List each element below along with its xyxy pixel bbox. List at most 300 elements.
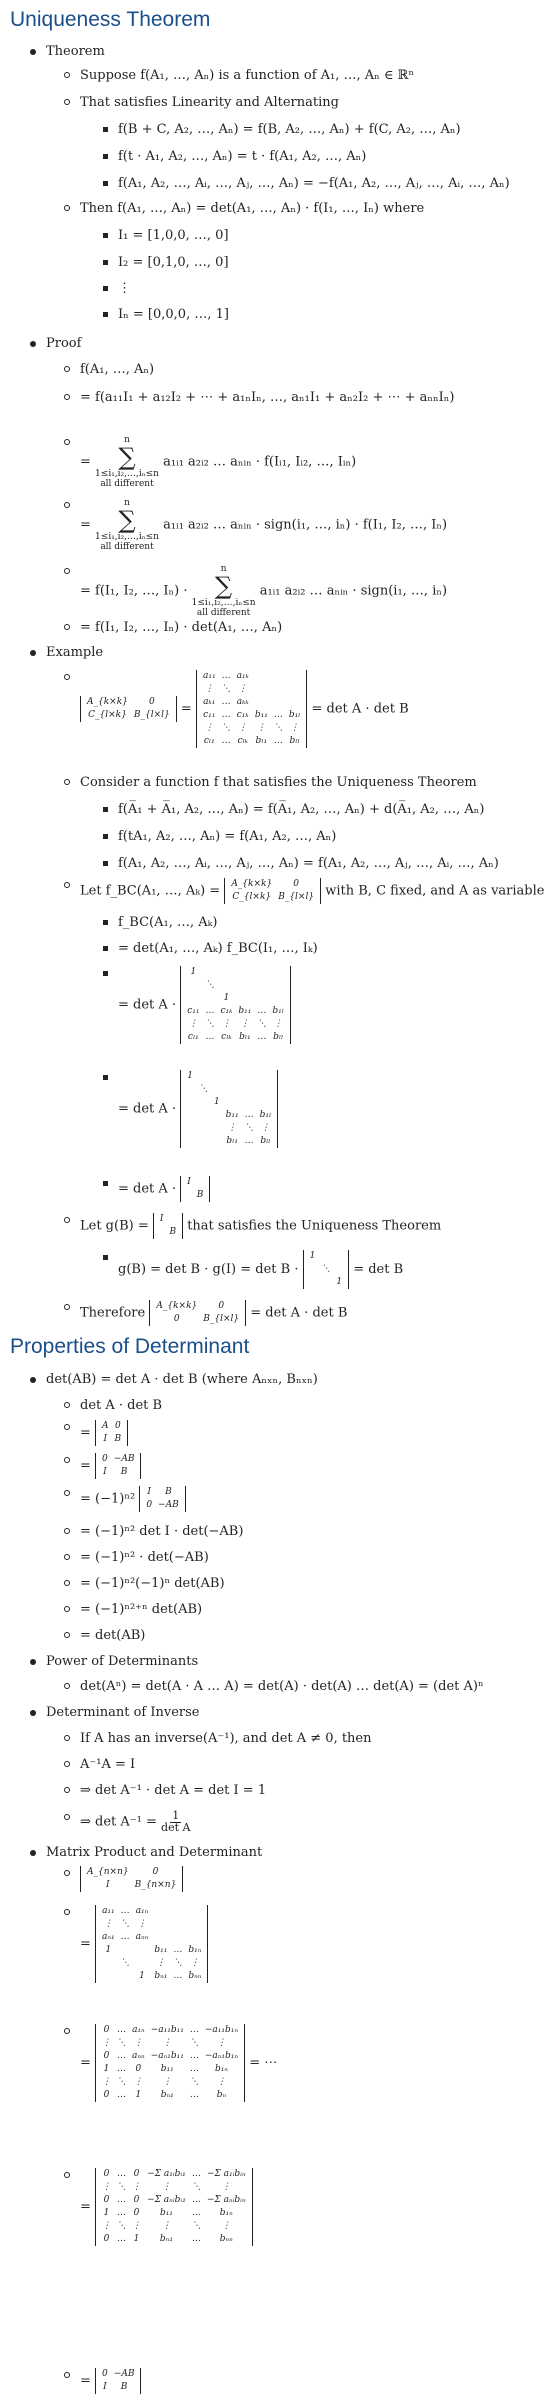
matrix-cell (223, 1096, 242, 1109)
matrix-cell: −AB (158, 1500, 179, 1510)
bullet-power: Power of Determinants (46, 1654, 199, 1669)
matrix-cell: ⋮ (238, 684, 248, 694)
matrix-cell: 0 (102, 1454, 108, 1464)
detab-step-3: = 0 −AB I B (80, 1453, 141, 1479)
matrix-cell: aₙₙ (135, 1932, 149, 1942)
matrix-cell: A_{k×k} (156, 1301, 198, 1311)
matrix-table (307, 1250, 345, 1289)
matrix-a-identity-b (95, 1905, 208, 1983)
matrix-cell (286, 696, 304, 709)
matrix-cell: A (102, 1421, 109, 1431)
example-block-determinant: A_{k×k} 0 C_{l×k} B_{l×l} = a₁₁ … a₁ₖ ⋮ ⋱ ⋮ aₖ₁ … aₖₖ c₁₁ … c₁ₖ b₁₁ … b₁ₗ ⋮ ⋱ ⋮ ⋮ ⋱ ⋮ cₗ₁ … cₗₖ bₗ₁ … bₗₗ = det A · det B (80, 670, 409, 748)
matrix-cell (271, 683, 286, 696)
matrix-cell: 1 (223, 993, 230, 1003)
matrix-cell: I (147, 1487, 151, 1497)
example-let-g: Let g(B) = I B that satisfies the Uniqueness Theorem (80, 1214, 442, 1237)
matrix-cell: … (221, 697, 231, 707)
matrix-i-b (180, 1176, 210, 1202)
matrix-row (184, 979, 287, 992)
matrix-cell (196, 1135, 211, 1148)
matrix-block (224, 878, 321, 904)
matrix-cell (333, 1263, 345, 1276)
matrix-i-b-0-ab (139, 1486, 185, 1512)
matrix-cell: ⋱ (257, 1019, 267, 1029)
g-step: g(B) = det B · g(I) = det B · 1 ⋱ 1 = det B (118, 1251, 404, 1287)
detab-step-5: = (−1)ⁿ² det I · det(−AB) (80, 1524, 244, 1539)
matrix-identity (303, 1250, 349, 1289)
matrix-cell: 1 (213, 1097, 220, 1107)
matrix-row (200, 683, 303, 696)
matrix-cell (252, 696, 271, 709)
matrix-cell (286, 683, 304, 696)
matrix-cell: … (191, 2234, 201, 2244)
matrix-cell: 0 (173, 1314, 180, 1324)
theorem-suppose: Suppose f(A₁, …, Aₙ) is a function of A₁, …, Aₙ ∈ ℝⁿ (80, 68, 415, 83)
matrix-cell: 1 (336, 1277, 343, 1287)
matrix-row (184, 1122, 274, 1135)
matrix-cell: B_{l×l} (203, 1314, 240, 1324)
matrix-cell (118, 1970, 133, 1983)
matrix-cell: ⋱ (191, 2182, 201, 2192)
matrix-cell: … (117, 2090, 127, 2100)
matrix-cell: … (191, 2169, 201, 2179)
matrix-cell: cₗ₁ (187, 1032, 199, 1042)
matrix-cell: 0 (133, 2195, 140, 2205)
matrix-cell: ⋮ (190, 1958, 200, 1968)
matrix-cell: ⋮ (238, 723, 248, 733)
matrix-cell: ⋮ (102, 2077, 112, 2087)
matrix-cell: ⋱ (198, 1084, 208, 1094)
matrix-cell: ⋱ (205, 1019, 215, 1029)
matrix-cell: B (169, 1227, 177, 1237)
matrix-row (153, 1313, 242, 1326)
matrix-table (99, 1420, 124, 1446)
mpd-step-2: = a₁₁ … a₁ₙ ⋮ ⋱ ⋮ aₙ₁ … aₙₙ 1 b₁₁ … b₁ₙ ⋱ ⋮ ⋱ ⋮ 1 bₙ₁ … bₙₙ (80, 1905, 208, 1983)
matrix-cell: ⋮ (102, 2221, 112, 2231)
matrix-cell: b₁₁ (160, 2064, 174, 2074)
fbc-step-3: = det A · 1 ⋱ 1 c₁₁ … c₁ₖ b₁₁ … b₁ₗ ⋮ ⋱ ⋮ ⋮ ⋱ ⋮ cₗ₁ … cₗₖ bₗ₁ … bₗₗ (118, 966, 291, 1044)
matrix-row (99, 2381, 137, 2394)
matrix-cell: … (273, 736, 283, 746)
matrix-cell: … (189, 2064, 199, 2074)
matrix-cell (184, 1109, 196, 1122)
matrix-cell: 0 (103, 2051, 110, 2061)
matrix-cell: bₙ₁ (159, 2234, 173, 2244)
matrix-cell: … (173, 1971, 183, 1981)
matrix-cell: … (189, 2051, 199, 2061)
matrix-row (157, 1213, 179, 1226)
matrix-i-b (153, 1213, 183, 1239)
bullet-proof: Proof (46, 336, 82, 351)
matrix-cell (217, 979, 235, 992)
matrix-cell (242, 1083, 257, 1096)
heading-properties-of-determinant: Properties of Determinant (10, 1335, 250, 1358)
matrix-row (99, 2063, 241, 2076)
matrix-cell: ⋮ (221, 2182, 231, 2192)
matrix-row (84, 709, 173, 722)
matrix-cell: 1 (103, 2064, 110, 2074)
matrix-cell (318, 1250, 333, 1263)
matrix-cell: B (120, 2382, 128, 2392)
matrix-cell (307, 1263, 319, 1276)
matrix-cell: ⋮ (260, 1123, 270, 1133)
matrix-cell: ⋮ (161, 2221, 171, 2231)
inverse-step-2: A⁻¹A = I (80, 1757, 136, 1772)
matrix-cell (223, 1083, 242, 1096)
matrix-cell: 0 (148, 697, 155, 707)
matrix-cell: b₁₁ (154, 1945, 168, 1955)
matrix-row (307, 1276, 345, 1289)
matrix-cell: B (114, 1434, 122, 1444)
matrix-cell (202, 992, 217, 1005)
matrix-cell (254, 979, 269, 992)
matrix-cell: a₁₁ (202, 671, 216, 681)
matrix-cell: … (244, 1110, 254, 1120)
matrix-row (99, 2050, 241, 2063)
matrix-cell: −Σ aₙᵢbᵢ₁ (147, 2195, 186, 2205)
matrix-row (200, 709, 303, 722)
matrix-cell: bₗₗ (273, 1032, 284, 1042)
matrix-identity-b (180, 1070, 278, 1148)
matrix-row (99, 1466, 137, 1479)
example-therefore: Therefore A_{k×k} 0 0 B_{l×l} = det A · det B (80, 1301, 348, 1324)
matrix-cell (257, 1083, 275, 1096)
matrix-row (184, 1176, 206, 1189)
matrix-cell (211, 1122, 223, 1135)
matrix-cell (133, 1944, 152, 1957)
matrix-cell: A_{k×k} (231, 879, 273, 889)
matrix-cell: bₗ₁ (226, 1136, 238, 1146)
matrix-cell: I (103, 1467, 107, 1477)
heading-uniqueness-theorem: Uniqueness Theorem (10, 8, 211, 31)
matrix-cell: … (191, 2195, 201, 2205)
matrix-cell (185, 1905, 204, 1918)
matrix-cell (196, 1070, 211, 1083)
matrix-row (200, 696, 303, 709)
linearity-additive: f(B + C, A₂, …, Aₙ) = f(B, A₂, …, Aₙ) + f(C, A₂, …, Aₙ) (118, 122, 461, 137)
matrix-cell: ⋮ (204, 684, 214, 694)
matrix-row (99, 2181, 249, 2194)
matrix-cell: … (221, 710, 231, 720)
matrix-row (99, 1905, 204, 1918)
matrix-identity-c-b (180, 966, 291, 1044)
matrix-cell: I (106, 1880, 110, 1890)
matrix-cell: A_{n×n} (87, 1867, 129, 1877)
matrix-cell: B_{n×n} (134, 1880, 177, 1890)
matrix-cell: b₁₁ (225, 1110, 239, 1120)
matrix-cell (217, 966, 235, 979)
matrix-table (200, 670, 303, 748)
matrix-cell (211, 1070, 223, 1083)
matrix-cell: I (159, 1214, 164, 1224)
matrix-cell: ⋮ (221, 1019, 231, 1029)
matrix-cell: −Σ aₙᵢbᵢₙ (206, 2195, 246, 2205)
matrix-cell (151, 1931, 170, 1944)
matrix-block (80, 696, 177, 722)
matrix-cell (242, 1096, 257, 1109)
matrix-cell: ⋮ (132, 2182, 142, 2192)
matrix-cell (269, 979, 287, 992)
matrix-row (228, 891, 317, 904)
matrix-cell: bₙ₁ (154, 1971, 168, 1981)
example-consider: Consider a function f that satisfies the Uniqueness Theorem (80, 775, 477, 790)
matrix-cell: 1 (187, 1071, 193, 1081)
matrix-cell (170, 1918, 185, 1931)
matrix-cell: −Σ a₁ᵢbᵢ₁ (147, 2169, 186, 2179)
matrix-cell: 0 (102, 2369, 108, 2379)
matrix-cell: ⋮ (204, 723, 214, 733)
fbc-step-5: = det A · I B (118, 1176, 210, 1202)
mpd-step-5: = 0 −AB I B (80, 2368, 141, 2394)
matrix-cell (223, 1070, 242, 1083)
matrix-cell: B (196, 1190, 204, 1200)
matrix-cell: I (103, 1434, 108, 1444)
matrix-cell: … (120, 1932, 130, 1942)
matrix-table (99, 1905, 204, 1983)
bullet-det-ab: det(AB) = det A · det B (where Aₙₓₙ, Bₙₓₙ) (46, 1372, 318, 1387)
matrix-cell (252, 683, 271, 696)
detab-step-6: = (−1)ⁿ² · det(−AB) (80, 1550, 209, 1565)
matrix-cell: ⋮ (102, 2182, 112, 2192)
matrix-row (184, 1189, 206, 1202)
matrix-cell (99, 1970, 118, 1983)
matrix-cell: … (189, 2090, 199, 2100)
detab-step-1: det A · det B (80, 1398, 163, 1413)
matrix-cell (307, 1276, 319, 1289)
matrix-cell: ⋱ (117, 2221, 127, 2231)
matrix-cell: … (117, 2208, 127, 2218)
matrix-cell: cₗₖ (221, 1032, 232, 1042)
matrix-cell: 0 (103, 2234, 110, 2244)
matrix-row (99, 2368, 137, 2381)
matrix-a-0-i-b (95, 1420, 128, 1446)
matrix-table (153, 1300, 242, 1326)
matrix-cell: −AB (113, 2369, 135, 2379)
matrix-cell: ⋮ (221, 2221, 231, 2231)
matrix-cell (235, 979, 254, 992)
matrix-block-diagonal (149, 1300, 246, 1326)
detab-step-4: = (−1)ⁿ² I B 0 −AB (80, 1486, 186, 1512)
matrix-cell: A_{k×k} (87, 697, 128, 707)
matrix-cell: B (165, 1487, 172, 1497)
matrix-cell: bₗ₁ (255, 736, 268, 746)
matrix-table (184, 966, 287, 1044)
matrix-row (184, 1135, 274, 1148)
fraction: $\frac{1}{\text{det A}}$ (161, 1809, 191, 1834)
proof-step-3: = n ∑ 1≤i₁,i₂,…,iₙ≤n all different a₁ᵢ₁ a₂ᵢ₂ … aₙᵢₙ · f(Iᵢ₁, Iᵢ₂, …, Iᵢₙ) (80, 435, 357, 489)
matrix-cell: … (273, 710, 283, 720)
matrix-row (99, 1931, 204, 1944)
matrix-expanded (196, 670, 307, 748)
matrix-cell: ⋱ (221, 723, 231, 733)
matrix-cell (185, 1918, 204, 1931)
matrix-cell: 0 (103, 2025, 110, 2035)
matrix-row (200, 735, 303, 748)
matrix-cell: bₙₙ (219, 2234, 233, 2244)
matrix-cell: … (244, 1136, 254, 1146)
matrix-cell (196, 1122, 211, 1135)
matrix-cell: 1 (309, 1251, 316, 1261)
matrix-cell: a₁₁ (102, 1906, 115, 1916)
matrix-cell: ⋱ (189, 2077, 199, 2087)
matrix-cell (252, 670, 271, 683)
matrix-row (99, 2220, 249, 2233)
proof-step-5: = f(I₁, I₂, …, Iₙ) · n ∑ 1≤i₁,i₂,…,iₙ≤n all different a₁ᵢ₁ a₂ᵢ₂ … aₙᵢₙ · sign(i₁, …, iₙ) (80, 564, 448, 618)
matrix-cell: ⋮ (102, 2038, 112, 2048)
matrix-cell: ⋱ (117, 2182, 127, 2192)
matrix-cell (184, 1135, 196, 1148)
matrix-cell: ⋮ (162, 2077, 172, 2087)
matrix-cell: ⋮ (137, 1919, 147, 1929)
matrix-cell (235, 966, 254, 979)
matrix-row (84, 696, 173, 709)
alternating-property: f(A₁, A₂, …, Aᵢ, …, Aⱼ, …, Aₙ) = −f(A₁, A₂, …, Aⱼ, …, Aᵢ, …, Aₙ) (118, 176, 510, 191)
matrix-table (99, 2024, 241, 2102)
fbc-step-1: f_BC(A₁, …, Aₖ) (118, 915, 218, 930)
matrix-cell (99, 1957, 118, 1970)
matrix-cell: ⋱ (117, 2077, 127, 2087)
matrix-cell (184, 979, 202, 992)
matrix-row (99, 1420, 124, 1433)
matrix-cell (211, 1135, 223, 1148)
matrix-0-ab-i-b (95, 2368, 141, 2394)
proof-step-2: = f(a₁₁I₁ + a₁₂I₂ + ⋯ + a₁ₙIₙ, …, aₙ₁I₁ + aₙ₂I₂ + ⋯ + aₙₙIₙ) (80, 390, 455, 405)
matrix-cell (211, 1109, 223, 1122)
matrix-row (184, 1096, 274, 1109)
matrix-cell: ⋮ (227, 1123, 237, 1133)
bullet-inverse: Determinant of Inverse (46, 1705, 200, 1720)
matrix-cell: … (173, 1945, 183, 1955)
bullet-matrix-product: Matrix Product and Determinant (46, 1845, 263, 1860)
matrix-cell: ⋮ (216, 2038, 226, 2048)
matrix-cell: −a₁₁b₁ₙ (204, 2025, 239, 2035)
matrix-row (184, 1083, 274, 1096)
matrix-cell (185, 1931, 204, 1944)
matrix-cell (118, 1944, 133, 1957)
matrix-cell (242, 1070, 257, 1083)
matrix-cell: B_{l×l} (133, 710, 170, 720)
matrix-cell (254, 966, 269, 979)
matrix-cell: B (120, 1467, 128, 1477)
proof-step-1: f(A₁, …, Aₙ) (80, 362, 155, 377)
matrix-cell: b₁ₙ (188, 1945, 202, 1955)
inverse-step-1: If A has an inverse(A⁻¹), and det A ≠ 0, then (80, 1731, 372, 1746)
matrix-cell: b₁ₙ (214, 2064, 228, 2074)
matrix-cell: ⋱ (191, 2221, 201, 2231)
basis-i1: I₁ = [1,0,0, …, 0] (118, 228, 229, 243)
mpd-step-1 (80, 1866, 183, 1892)
matrix-cell (257, 1070, 275, 1083)
matrix-table (99, 1453, 137, 1479)
matrix-cell: 0 (218, 1301, 225, 1311)
fbc-step-4: = det A · 1 ⋱ 1 b₁₁ … b₁ₗ ⋮ ⋱ ⋮ bₗ₁ … bₗₗ (118, 1070, 278, 1148)
matrix-cell (184, 1189, 194, 1202)
matrix-cell: … (117, 2064, 127, 2074)
matrix-table (184, 1070, 274, 1148)
matrix-cell: ⋮ (240, 1019, 250, 1029)
detab-step-7: = (−1)ⁿ²(−1)ⁿ det(AB) (80, 1576, 225, 1591)
matrix-cell: aₙ₁ (102, 1932, 115, 1942)
matrix-cell: 0 (135, 2064, 142, 2074)
matrix-row (184, 1018, 287, 1031)
matrix-cell: b₁₁ (254, 710, 268, 720)
matrix-cell (269, 992, 287, 1005)
matrix-row (99, 2076, 241, 2089)
matrix-row (228, 878, 317, 891)
matrix-table (84, 696, 173, 722)
matrix-row (84, 1866, 179, 1879)
inverse-step-3: ⇒ det A⁻¹ · det A = det I = 1 (80, 1783, 267, 1798)
matrix-cell: 1 (139, 1971, 145, 1981)
matrix-cell (184, 1083, 196, 1096)
matrix-0-ab-i-b (95, 1453, 141, 1479)
proof-step-6: = f(I₁, I₂, …, Iₙ) · det(A₁, …, Aₙ) (80, 620, 283, 635)
inverse-step-4: ⇒ $\det A^{-1} = \frac{1}{\text{det A}}$ (80, 1809, 191, 1834)
matrix-row (153, 1300, 242, 1313)
matrix-cell: … (191, 2208, 201, 2218)
matrix-cell: ⋱ (273, 723, 283, 733)
detab-step-8: = (−1)ⁿ²⁺ⁿ det(AB) (80, 1602, 203, 1617)
matrix-row (99, 2207, 249, 2220)
matrix-cell: ⋮ (162, 2038, 172, 2048)
matrix-cell: b₁₁ (159, 2208, 173, 2218)
matrix-row (307, 1263, 345, 1276)
matrix-cell: ⋱ (120, 1958, 130, 1968)
matrix-cell (184, 1122, 196, 1135)
matrix-cell: bₗₗ (260, 1136, 271, 1146)
matrix-cell: a₁ₙ (132, 2025, 145, 2035)
matrix-cell: B_{l×l} (278, 892, 315, 902)
mpd-step-3: = 0 … a₁ₙ −a₁₁b₁₁ … −a₁₁b₁ₙ ⋮ ⋱ ⋮ ⋮ ⋱ ⋮ 0 … aₙₙ −aₙ₁b₁₁ … −aₙ₁b₁ₙ 1 … 0 b₁₁ … b₁ₙ ⋮ ⋱ ⋮ ⋮ ⋱ ⋮ 0 … 1 bₙ₁ … bₙ = ⋯ (80, 2025, 278, 2100)
matrix-table (84, 1866, 179, 1892)
matrix-row (143, 1486, 181, 1499)
matrix-cell: ⋱ (244, 1123, 254, 1133)
matrix-cell: ⋮ (132, 2221, 142, 2231)
matrix-cell: 0 (293, 879, 300, 889)
matrix-cell: … (221, 736, 231, 746)
matrix-cell (269, 966, 287, 979)
matrix-cell: … (117, 2195, 127, 2205)
matrix-cell (151, 1918, 170, 1931)
matrix-row (184, 992, 287, 1005)
matrix-row (99, 1944, 204, 1957)
matrix-cell: ⋮ (216, 2077, 226, 2087)
matrix-cell: c₁₁ (187, 1006, 200, 1016)
matrix-cell: ⋱ (189, 2038, 199, 2048)
matrix-cell: ⋱ (120, 1919, 130, 1929)
matrix-cell: … (117, 2025, 127, 2035)
matrix-cell: ⋮ (103, 1919, 113, 1929)
matrix-cell: c₁₁ (203, 710, 216, 720)
matrix-cell: 0 (133, 2169, 140, 2179)
theorem-satisfies: That satisfies Linearity and Alternating (80, 95, 339, 110)
matrix-cell: 1 (135, 2090, 142, 2100)
matrix-cell: … (257, 1006, 267, 1016)
matrix-cell: c₁ₖ (236, 710, 249, 720)
matrix-cell: bₙ₁ (160, 2090, 174, 2100)
matrix-cell (151, 1905, 170, 1918)
fbc-step-2: = det(A₁, …, Aₖ) f_BC(I₁, …, Iₖ) (118, 941, 318, 956)
matrix-row (184, 1070, 274, 1083)
matrix-cell: ⋱ (173, 1958, 183, 1968)
matrix-cell: bₗₗ (289, 736, 300, 746)
matrix-cell: ⋮ (156, 1958, 166, 1968)
bullet-example: Example (46, 645, 104, 660)
matrix-cell: aₖₖ (236, 697, 249, 707)
matrix-cell: ⋮ (133, 2038, 143, 2048)
matrix-cell: −Σ a₁ᵢbᵢₙ (206, 2169, 246, 2179)
bullet-theorem: Theorem (46, 44, 105, 59)
